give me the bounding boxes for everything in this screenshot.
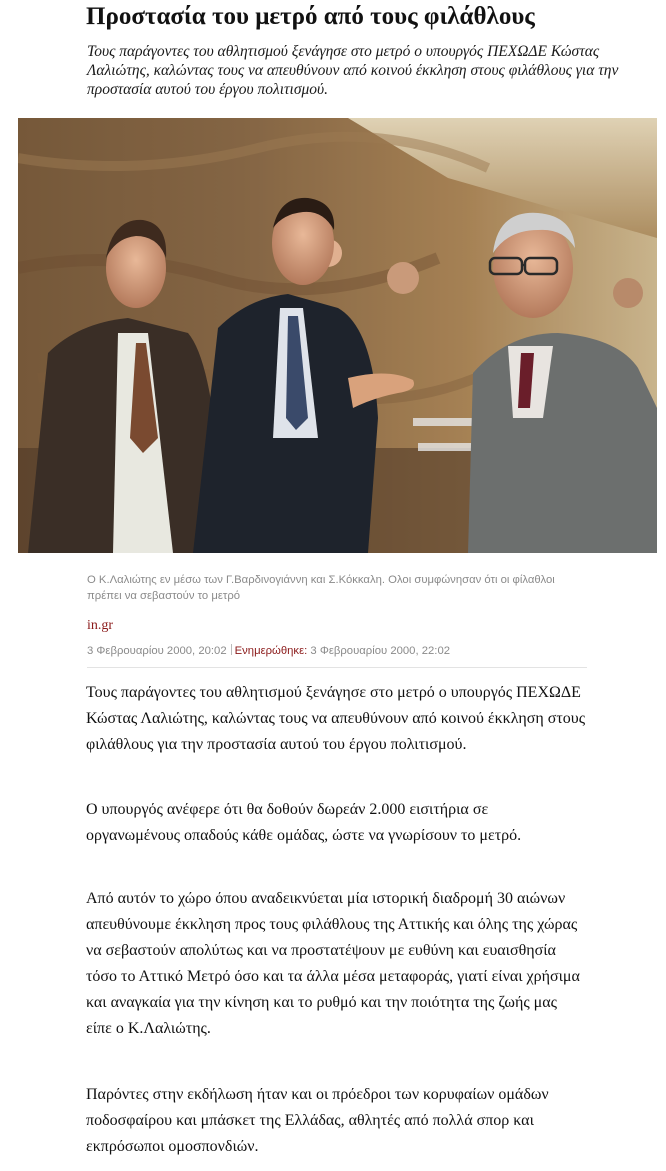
body-paragraph: Από αυτόν το χώρο όπου αναδεικνύεται μία ιστορική διαδρομή 30 αιώνων απευθύνουμε έκκληση προς τους φιλάθλους της Αττικής και όλης της χώρας να σεβαστούν απολύτως και να προστατέψουν με ευθύνη και ευαισθησία τόσο το Αττικό Μετρό όσο και τα άλλα μέσα μεταφοράς, γιατί είναι χρήσιμα και αναγκαία για την κίνηση και το ρυθμό και την ποιότητα της ζωής μας είπε ο Κ.Λαλιώτης. bbox=[86, 890, 580, 1037]
article-dates bbox=[87, 643, 450, 659]
body-paragraph: Παρόντες στην εκδήλωση ήταν και οι πρόεδροι των κορυφαίων ομάδων ποδοσφαίρου και μπάσκετ της Ελλάδας, αθλητές από πολλά σπορ και εκπρόσωποι ομοσπονδιών. bbox=[86, 1086, 549, 1155]
source-link[interactable]: in.gr bbox=[87, 618, 114, 633]
published-date: 3 Φεβρουαρίου 2000, 20:02 bbox=[87, 645, 227, 657]
updated-label: Ενημερώθηκε: bbox=[234, 645, 308, 657]
updated-date: 3 Φεβρουαρίου 2000, 22:02 bbox=[310, 645, 451, 657]
article-title: Προστασία του μετρό από τους φιλάθλους bbox=[86, 3, 535, 30]
article-lead: Τους παράγοντες του αθλητισμού ξενάγησε στο μετρό ο υπουργός ΠΕΧΩΔΕ Κώστας Λαλιώτης, καλώντας τους να απευθύνουν από κοινού έκκληση στους φιλάθλους για την προστασία αυτού του έργου πολιτισμού. bbox=[87, 43, 619, 98]
body-paragraph: Τους παράγοντες του αθλητισμού ξενάγησε στο μετρό ο υπουργός ΠΕΧΩΔΕ Κώστας Λαλιώτης, καλώντας τους να απευθύνουν από κοινού έκκληση στους φιλάθλους για την προστασία αυτού του έργου πολιτισμού. bbox=[86, 684, 586, 753]
divider bbox=[87, 667, 587, 668]
date-separator bbox=[231, 644, 232, 655]
body-paragraph: Ο υπουργός ανέφερε ότι θα δοθούν δωρεάν 2.000 εισιτήρια σε οργανωμένους οπαδούς κάθε ομάδας, ώστε να γνωρίσουν το μετρό. bbox=[86, 801, 522, 844]
article-photo[interactable] bbox=[18, 118, 657, 553]
image-caption: Ο Κ.Λαλιώτης εν μέσω των Γ.Βαρδινογιάννη και Σ.Κόκκαλη. Ολοι συμφώνησαν ότι οι φίλαθλοι πρέπει να σεβαστούν το μετρό bbox=[87, 574, 555, 602]
